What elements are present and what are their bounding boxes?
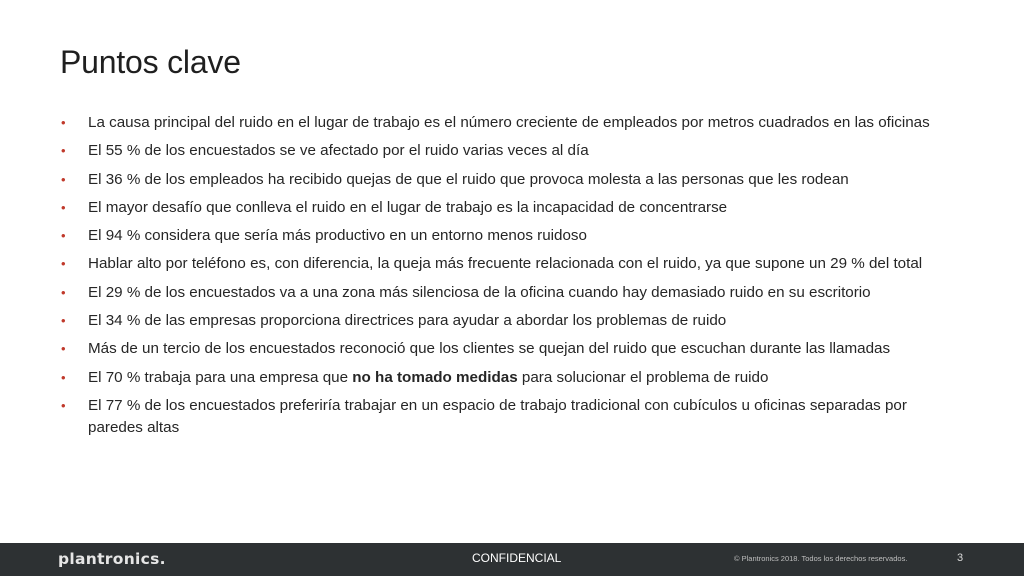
bullet-icon: •	[61, 341, 66, 357]
slide-title: Puntos clave	[60, 44, 241, 80]
page-number: 3	[957, 552, 964, 564]
bullet-icon: •	[61, 256, 66, 272]
bullet-text-pre: El 70 % trabaja para una empresa que	[88, 368, 353, 386]
bullet-icon: •	[61, 397, 66, 413]
list-item	[60, 395, 960, 439]
bullet-text: El 94 % considera que sería más productivo en un entorno menos ruidoso	[88, 227, 587, 245]
list-item	[60, 310, 960, 332]
bullet-icon: •	[61, 171, 66, 187]
bullet-text: El 77 % de los encuestados preferiría trabajar en un espacio de trabajo tradicional con cubículos u oficinas separadas por paredes altas	[88, 396, 907, 436]
confidential-label: CONFIDENCIAL	[472, 551, 562, 565]
copyright-notice: © Plantronics 2018. Todos los derechos reservados.	[734, 554, 908, 563]
bullet-text-post: para solucionar el problema de ruido	[517, 368, 769, 386]
list-item	[60, 197, 960, 219]
bullet-text: El 55 % de los encuestados se ve afectado por el ruido varias veces al día	[88, 142, 589, 160]
footer-bar	[0, 543, 1024, 576]
plantronics-logo: plantronics.	[58, 550, 166, 568]
bullet-text: El 34 % de las empresas proporciona directrices para ayudar a abordar los problemas de ruido	[88, 312, 727, 330]
bullet-text: El mayor desafío que conlleva el ruido en el lugar de trabajo es la incapacidad de concentrarse	[88, 198, 728, 216]
key-points-list	[60, 112, 960, 445]
bullet-icon: •	[61, 199, 66, 215]
list-item	[60, 169, 960, 191]
list-item	[60, 140, 960, 162]
list-item	[60, 112, 960, 134]
bullet-icon: •	[61, 228, 66, 244]
list-item	[60, 253, 960, 275]
bullet-text-emphasis: no ha tomado medidas	[352, 368, 518, 386]
bullet-text: El 29 % de los encuestados va a una zona más silenciosa de la oficina cuando hay demasiado ruido en su escritorio	[88, 283, 871, 301]
bullet-icon: •	[61, 115, 66, 130]
bullet-icon: •	[61, 313, 66, 329]
bullet-icon: •	[61, 284, 66, 300]
bullet-text: El 36 % de los empleados ha recibido quejas de que el ruido que provoca molesta a las personas que les rodean	[88, 170, 849, 188]
bullet-icon: •	[61, 369, 66, 385]
list-item	[60, 225, 960, 247]
bullet-text: Más de un tercio de los encuestados reconoció que los clientes se quejan del ruido que escuchan durante las llamadas	[88, 340, 891, 358]
bullet-text: La causa principal del ruido en el lugar de trabajo es el número creciente de empleados por metros cuadrados en las oficinas	[88, 114, 930, 131]
bullet-icon: •	[61, 143, 66, 159]
list-item	[60, 367, 960, 389]
bullet-text: Hablar alto por teléfono es, con diferencia, la queja más frecuente relacionada con el ruido, ya que supone un 29 % del total	[88, 255, 923, 273]
list-item	[60, 282, 960, 304]
list-item	[60, 338, 960, 360]
